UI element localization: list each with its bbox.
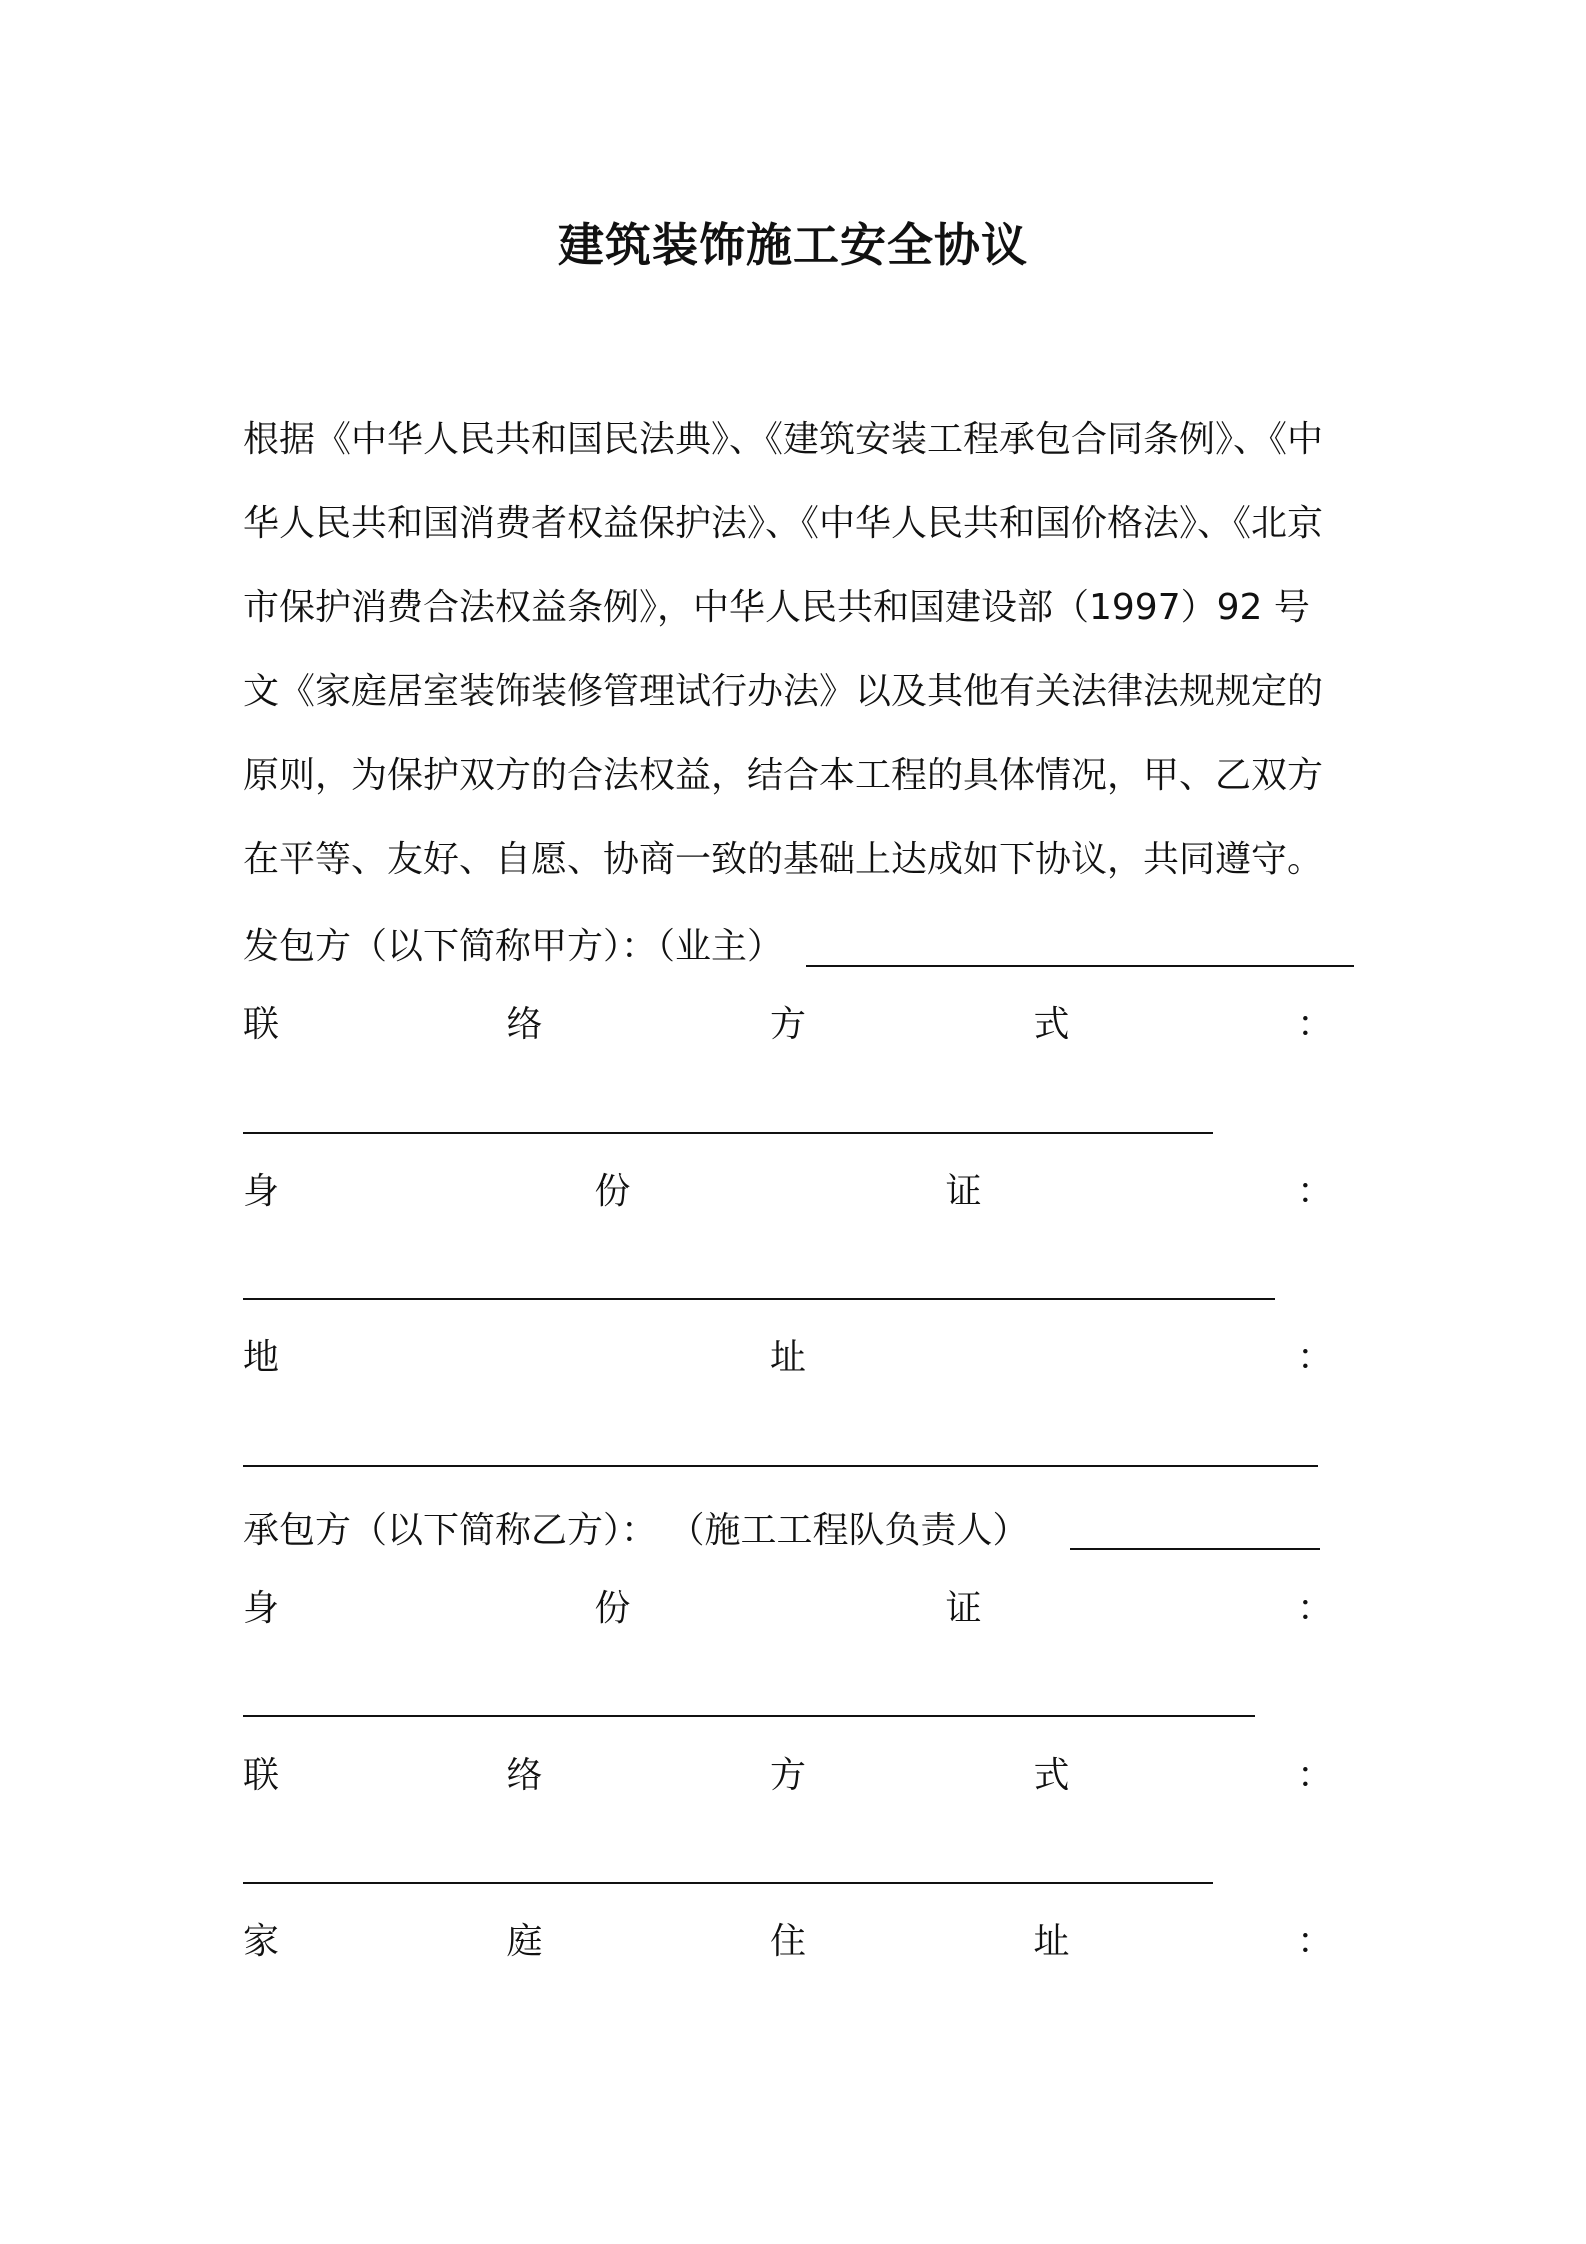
- intro-line: 原则，为保护双方的合法权益，结合本工程的具体情况，甲、乙双方: [243, 755, 1324, 796]
- party-b-label-row: [243, 1506, 1028, 1556]
- party-a-id-label: 身 份 证 ：: [243, 1171, 1333, 1212]
- intro-line: 华人民共和国消费者权益保护法》、《中华人民共和国价格法》、《北京: [243, 503, 1324, 544]
- party-b-id-label: 身 份 证 ：: [243, 1588, 1333, 1629]
- party-a-label: 发包方（以下简称甲方）：（业主）: [243, 926, 784, 967]
- party-a-name-blank: [806, 965, 1354, 967]
- party-b-home-address-label: 家 庭 住 址 ：: [243, 1921, 1333, 1962]
- intro-line: 在平等、友好、自愿、协商一致的基础上达成如下协议，共同遵守。: [243, 839, 1324, 880]
- party-a-address-label: 地 址 ：: [243, 1337, 1333, 1378]
- intro-line: 市保护消费合法权益条例》，中华人民共和国建设部（1997）92 号: [243, 587, 1310, 628]
- party-b-name-blank: [1070, 1548, 1320, 1550]
- party-a-address-blank: [243, 1465, 1318, 1467]
- party-b-label: 承包方（以下简称乙方）： （施工工程队负责人）: [243, 1510, 1029, 1551]
- intro-line: 文《家庭居室装饰装修管理试行办法》以及其他有关法律法规规定的: [243, 671, 1324, 712]
- intro-line: 根据《中华人民共和国民法典》、《建筑安装工程承包合同条例》、《中: [243, 419, 1324, 460]
- party-b-contact-label: 联 络 方 式 ：: [243, 1755, 1333, 1796]
- party-b-id-blank: [243, 1715, 1255, 1717]
- party-a-id-blank: [243, 1298, 1275, 1300]
- party-a-label-row: [243, 922, 783, 972]
- intro-paragraph: [243, 398, 1355, 902]
- party-b-contact-blank: [243, 1882, 1213, 1884]
- document-title: 建筑装饰施工安全协议: [558, 218, 1028, 272]
- party-a-contact-label: 联 络 方 式 ：: [243, 1004, 1333, 1045]
- party-a-contact-blank: [243, 1132, 1213, 1134]
